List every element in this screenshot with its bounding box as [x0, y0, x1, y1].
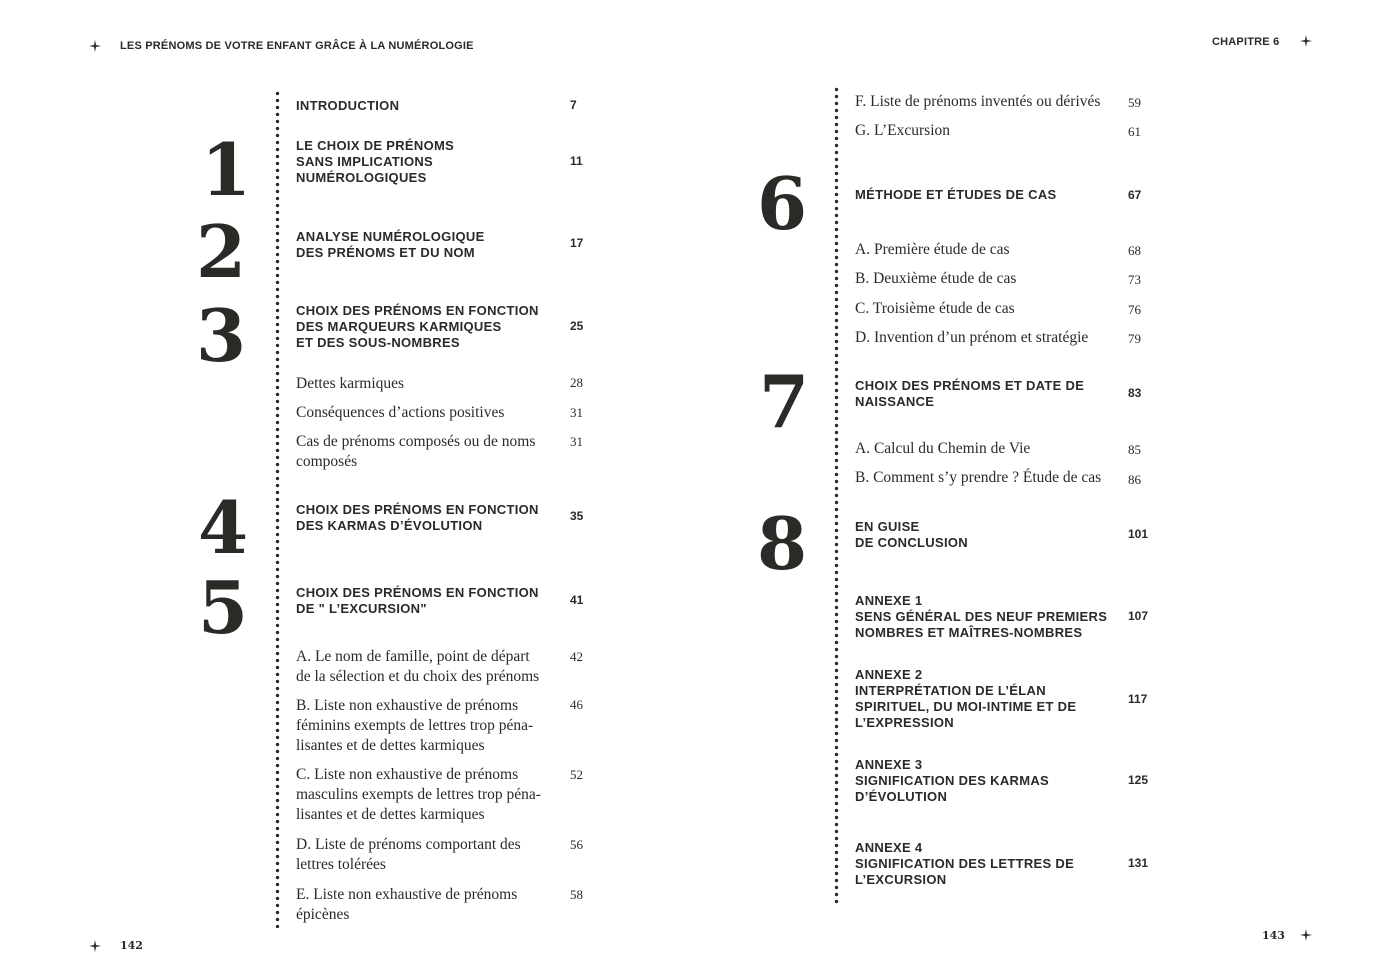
star-ornament-icon — [1300, 929, 1312, 941]
toc-page-number: 107 — [1128, 609, 1149, 623]
running-title-left: LES PRÉNOMS DE VOTRE ENFANT GRÂCE À LA NUMÉROLOGIE — [120, 40, 474, 52]
toc-page-number: 46 — [570, 697, 583, 712]
toc-entry-title[interactable]: ANNEXE 4 SIGNIFICATION DES LETTRES DE L’EXCURSION — [855, 840, 1075, 887]
toc-page-number: 83 — [1128, 386, 1142, 400]
toc-page-number: 7 — [570, 98, 577, 112]
toc-page-number: 131 — [1128, 856, 1149, 870]
toc-page-number: 25 — [570, 319, 584, 333]
star-ornament-icon — [89, 40, 101, 52]
toc-entry-title[interactable]: F. Liste de prénoms inventés ou dérivés — [855, 93, 1101, 110]
page-number-right: 143 — [1262, 929, 1285, 942]
toc-entry-title[interactable]: D. Invention d’un prénom et stratégie — [855, 329, 1089, 346]
chapter-number: 8 — [756, 501, 808, 586]
toc-entry-title[interactable]: B. Deuxième étude de cas — [855, 270, 1017, 287]
toc-entry-title[interactable]: ANNEXE 3 SIGNIFICATION DES KARMAS D’ÉVOLUTION — [855, 757, 1050, 804]
toc-page-number: 58 — [570, 887, 583, 902]
toc-page-number: 76 — [1128, 302, 1141, 317]
chapter-number: 7 — [758, 359, 810, 444]
toc-page-number: 125 — [1128, 773, 1149, 787]
page-number-left: 142 — [120, 939, 143, 952]
toc-entry-title[interactable]: Dettes karmiques — [296, 375, 405, 392]
toc-page-number: 31 — [570, 405, 583, 420]
toc-page-number: 73 — [1128, 272, 1141, 287]
chapter-number: 2 — [195, 209, 247, 294]
toc-page-number: 11 — [570, 154, 583, 168]
toc-entry-title[interactable]: ANNEXE 2 INTERPRÉTATION DE L’ÉLAN SPIRITUEL, DU MOI-INTIME ET DE L’EXPRESSION — [855, 667, 1077, 730]
toc-entry-title[interactable]: B. Comment s’y prendre ? Étude de cas — [855, 469, 1102, 486]
toc-entry-title[interactable]: MÉTHODE ET ÉTUDES DE CAS — [855, 187, 1057, 202]
toc-page-number: 52 — [570, 767, 583, 782]
toc-page-number: 28 — [570, 375, 583, 390]
toc-entry-title[interactable]: ANALYSE NUMÉROLOGIQUE DES PRÉNOMS ET DU NOM — [296, 229, 485, 260]
toc-entry-title[interactable]: A. Le nom de famille, point de départ de la sélection et du choix des prénoms — [296, 648, 540, 685]
dotted-divider — [275, 90, 280, 928]
chapter-number: 5 — [197, 565, 249, 650]
toc-entry-title[interactable]: CHOIX DES PRÉNOMS EN FONCTION DES MARQUEURS KARMIQUES ET DES SOUS-NOMBRES — [296, 303, 539, 350]
toc-page-number: 101 — [1128, 527, 1149, 541]
toc-page-number: 61 — [1128, 124, 1141, 139]
running-title-right: CHAPITRE 6 — [1212, 36, 1280, 48]
toc-entry-title[interactable]: G. L’Excursion — [855, 122, 950, 139]
toc-entry-title[interactable]: A. Calcul du Chemin de Vie — [855, 440, 1031, 457]
toc-entry-title[interactable]: INTRODUCTION — [296, 98, 400, 113]
toc-page-number: 17 — [570, 236, 584, 250]
toc-page-number: 67 — [1128, 188, 1142, 202]
toc-page-number: 85 — [1128, 442, 1141, 457]
toc-page-number: 41 — [570, 593, 584, 607]
toc-entry-title[interactable]: B. Liste non exhaustive de prénoms féminins exempts de lettres trop péna- lisantes et de dettes karmiques — [296, 697, 534, 754]
toc-entry-title[interactable]: A. Première étude de cas — [855, 241, 1010, 258]
toc-entry-title[interactable]: E. Liste non exhaustive de prénoms épicènes — [296, 886, 518, 923]
toc-entry-title[interactable]: CHOIX DES PRÉNOMS EN FONCTION DE " L’EXCURSION" — [296, 585, 539, 616]
chapter-number: 6 — [756, 161, 808, 246]
toc-entry-title[interactable]: CHOIX DES PRÉNOMS ET DATE DE NAISSANCE — [855, 378, 1085, 409]
toc-entry-title[interactable]: C. Liste non exhaustive de prénoms masculins exempts de lettres trop péna- lisantes et de dettes karmiques — [296, 766, 541, 823]
chapter-number: 4 — [197, 485, 249, 570]
chapter-number: 3 — [195, 293, 247, 378]
toc-page-number: 31 — [570, 434, 583, 449]
toc-entry-title[interactable]: ANNEXE 1 SENS GÉNÉRAL DES NEUF PREMIERS NOMBRES ET MAÎTRES-NOMBRES — [855, 593, 1108, 640]
toc-page-number: 68 — [1128, 243, 1141, 258]
toc-entry-title[interactable]: Conséquences d’actions positives — [296, 404, 505, 421]
dotted-divider — [834, 86, 839, 906]
chapter-number: 1 — [200, 127, 252, 212]
star-ornament-icon — [1300, 35, 1312, 47]
toc-entry-title[interactable]: C. Troisième étude de cas — [855, 300, 1015, 317]
toc-entry-title[interactable]: Cas de prénoms composés ou de noms composés — [296, 433, 536, 470]
toc-page-number: 79 — [1128, 331, 1141, 346]
toc-page-number: 56 — [570, 837, 583, 852]
toc-entry-title[interactable]: D. Liste de prénoms comportant des lettres tolérées — [296, 836, 521, 873]
toc-page-number: 42 — [570, 649, 583, 664]
toc-page-number: 35 — [570, 509, 584, 523]
toc-entry-title[interactable]: CHOIX DES PRÉNOMS EN FONCTION DES KARMAS D’ÉVOLUTION — [296, 502, 539, 533]
toc-page-number: 59 — [1128, 95, 1141, 110]
toc-page-number: 117 — [1128, 692, 1148, 706]
toc-entry-title[interactable]: EN GUISE DE CONCLUSION — [855, 519, 968, 550]
toc-page-number: 86 — [1128, 472, 1141, 487]
star-ornament-icon — [89, 940, 101, 952]
toc-entry-title[interactable]: LE CHOIX DE PRÉNOMS SANS IMPLICATIONS NUMÉROLOGIQUES — [296, 138, 455, 185]
